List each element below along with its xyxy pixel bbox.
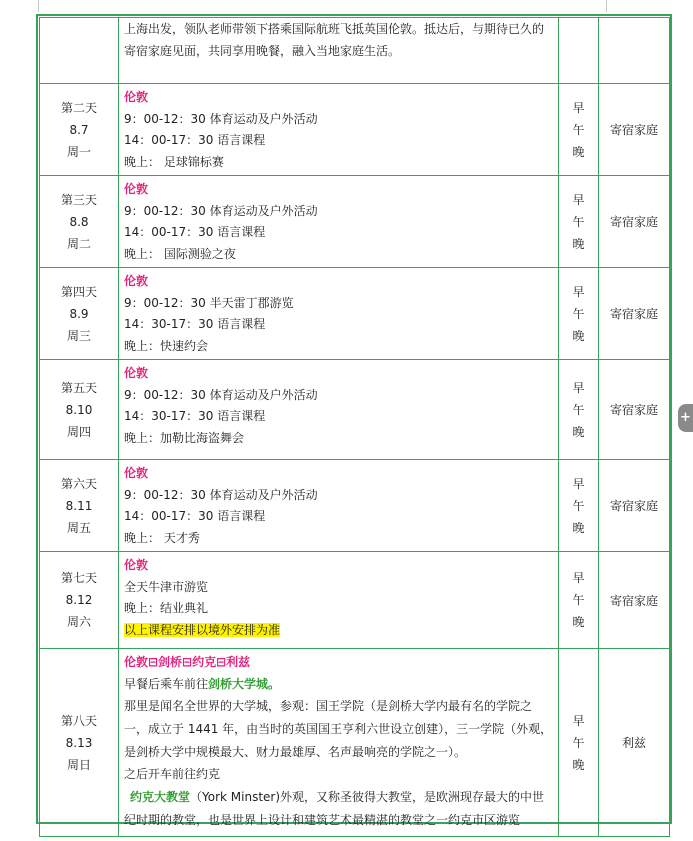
stay-label: 寄宿家庭 bbox=[609, 215, 658, 229]
location-label: 伦敦 bbox=[124, 466, 149, 480]
content-cell bbox=[119, 360, 559, 460]
content-cell bbox=[119, 176, 559, 268]
weekday-label: 周五 bbox=[66, 520, 91, 535]
meal-label: 午 bbox=[572, 122, 585, 137]
meal-cell bbox=[559, 460, 599, 552]
stay-label: 寄宿家庭 bbox=[609, 307, 658, 321]
date-label: 8.11 bbox=[65, 498, 93, 513]
date-label: 8.7 bbox=[69, 122, 89, 137]
table-row bbox=[40, 649, 670, 837]
stay-label: 寄宿家庭 bbox=[609, 499, 658, 513]
cambridge-description: 那里是闻名全世界的大学城，参观：国王学院（是剑桥大学内最有名的学院之一，成立于 1441 年，由当时的英国国王亨利六世设立创建），三一学院（外观，是剑桥大学中规模最大、财力最雄厚、名声最响亮的学院之一）。 bbox=[124, 699, 553, 759]
meal-cell-empty bbox=[559, 18, 599, 84]
stay-cell bbox=[599, 460, 670, 552]
meal-label: 午 bbox=[572, 498, 585, 513]
plus-icon: + bbox=[680, 410, 691, 425]
meal-label: 午 bbox=[572, 402, 585, 417]
meal-label: 早 bbox=[572, 100, 585, 115]
location-label: 伦敦 bbox=[124, 366, 149, 380]
meal-label: 晚 bbox=[572, 757, 585, 772]
stay-cell-empty bbox=[599, 18, 670, 84]
schedule-line: 14：00-17：30 语言课程 bbox=[124, 133, 266, 147]
weekday-label: 周二 bbox=[66, 236, 91, 251]
meal-label: 晚 bbox=[572, 328, 585, 343]
day-label: 第六天 bbox=[60, 476, 97, 491]
day-cell bbox=[40, 84, 119, 176]
content-cell bbox=[119, 268, 559, 360]
stay-cell bbox=[599, 649, 670, 837]
meal-cell bbox=[559, 552, 599, 649]
york-minster-label: 约克大教堂 bbox=[130, 789, 191, 804]
expand-side-tab[interactable] bbox=[678, 404, 693, 432]
meal-cell bbox=[559, 268, 599, 360]
schedule-line: 9：00-12：30 体育运动及户外活动 bbox=[124, 387, 318, 402]
meal-cell bbox=[559, 649, 599, 837]
meal-label: 午 bbox=[572, 214, 585, 229]
meal-label: 晚 bbox=[572, 520, 585, 535]
content-cell bbox=[119, 649, 559, 837]
location-label: 伦敦 bbox=[124, 274, 149, 288]
line1-prefix: 早餐后乘车前往 bbox=[124, 676, 209, 691]
day-label: 第七天 bbox=[60, 571, 97, 585]
location-label: 伦敦 bbox=[124, 90, 149, 104]
stay-label: 寄宿家庭 bbox=[609, 593, 658, 608]
stay-cell bbox=[599, 360, 670, 460]
day-cell bbox=[40, 268, 119, 360]
date-label: 8.12 bbox=[65, 593, 93, 607]
meal-label: 晚 bbox=[572, 615, 585, 629]
meal-cell bbox=[559, 176, 599, 268]
stay-cell bbox=[599, 176, 670, 268]
meal-label: 早 bbox=[572, 713, 585, 728]
table-row bbox=[40, 268, 670, 360]
route-label: 伦敦⊟剑桥⊟约克⊟利兹 bbox=[124, 655, 251, 669]
date-label: 8.9 bbox=[69, 306, 89, 321]
stay-label: 寄宿家庭 bbox=[609, 123, 658, 137]
meal-label: 早 bbox=[572, 571, 585, 585]
table-row bbox=[40, 460, 670, 552]
weekday-label: 周一 bbox=[66, 144, 91, 159]
schedule-line: 14：30-17：30 语言课程 bbox=[124, 409, 266, 423]
meal-label: 早 bbox=[572, 476, 585, 491]
schedule-line: 9：00-12：30 体育运动及户外活动 bbox=[124, 203, 318, 218]
york-minster-description: （York Minster)外观，又称圣彼得大教堂，是欧洲现存最大的中世纪时期的教堂，也是世界上设计和建筑艺术最精湛的教堂之一约克市区游览 bbox=[124, 789, 545, 827]
table-row bbox=[40, 176, 670, 268]
itinerary-table bbox=[39, 17, 670, 837]
schedule-line: 全天牛津市游览 bbox=[124, 579, 209, 594]
date-label: 8.13 bbox=[65, 735, 93, 750]
schedule-line: 晚上：结业典礼 bbox=[124, 601, 209, 615]
page-top-ruler bbox=[0, 0, 693, 12]
meal-label: 早 bbox=[572, 284, 585, 299]
meal-label: 早 bbox=[572, 380, 585, 395]
schedule-line: 14：00-17：30 语言课程 bbox=[124, 509, 266, 523]
meal-label: 晚 bbox=[572, 144, 585, 159]
date-label: 8.10 bbox=[65, 402, 93, 417]
intro-text: 上海出发，领队老师带领下搭乘国际航班飞抵英国伦敦。抵达后，与期待已久的寄宿家庭见面，共同享用晚餐，融入当地家庭生活。 bbox=[124, 22, 545, 58]
day-label: 第八天 bbox=[60, 713, 97, 728]
weekday-label: 周三 bbox=[66, 328, 91, 343]
meal-label: 午 bbox=[572, 306, 585, 321]
stay-cell bbox=[599, 268, 670, 360]
content-cell bbox=[119, 84, 559, 176]
meal-label: 午 bbox=[572, 593, 585, 607]
day-label: 第五天 bbox=[60, 380, 97, 395]
stay-cell bbox=[599, 84, 670, 176]
cambridge-label: 剑桥大学城。 bbox=[208, 676, 281, 691]
table-row bbox=[40, 552, 670, 649]
table-row bbox=[40, 360, 670, 460]
day-cell bbox=[40, 552, 119, 649]
schedule-line: 9：00-12：30 半天雷丁郡游览 bbox=[124, 295, 294, 310]
schedule-line: 9：00-12：30 体育运动及户外活动 bbox=[124, 111, 318, 126]
schedule-line: 14：30-17：30 语言课程 bbox=[124, 317, 266, 331]
stay-cell bbox=[599, 552, 670, 649]
stay-label: 寄宿家庭 bbox=[609, 403, 658, 417]
to-york-line: 之后开车前往约克 bbox=[124, 767, 221, 781]
note-highlight: 以上课程安排以境外安排为准 bbox=[124, 622, 281, 637]
day-cell-empty bbox=[40, 18, 119, 84]
meal-cell bbox=[559, 84, 599, 176]
meal-label: 早 bbox=[572, 192, 585, 207]
meal-cell bbox=[559, 360, 599, 460]
content-cell bbox=[119, 552, 559, 649]
weekday-label: 周六 bbox=[66, 615, 91, 629]
schedule-line: 晚上： 天才秀 bbox=[124, 530, 200, 545]
table-row bbox=[40, 84, 670, 176]
table-row bbox=[40, 18, 670, 84]
stay-label: 利兹 bbox=[621, 736, 646, 750]
day-cell bbox=[40, 176, 119, 268]
day-cell bbox=[40, 460, 119, 552]
schedule-line: 晚上：快速约会 bbox=[124, 338, 209, 353]
meal-label: 晚 bbox=[572, 236, 585, 251]
content-cell bbox=[119, 460, 559, 552]
schedule-line: 晚上：加勒比海盗舞会 bbox=[124, 430, 245, 445]
schedule-line: 晚上： 国际测验之夜 bbox=[124, 246, 236, 261]
day-cell bbox=[40, 649, 119, 837]
schedule-line: 9：00-12：30 体育运动及户外活动 bbox=[124, 487, 318, 502]
schedule-line: 晚上： 足球锦标赛 bbox=[124, 154, 224, 169]
weekday-label: 周日 bbox=[66, 757, 91, 772]
meal-label: 晚 bbox=[572, 424, 585, 439]
day-label: 第四天 bbox=[60, 284, 97, 299]
schedule-line: 14：00-17：30 语言课程 bbox=[124, 225, 266, 239]
date-label: 8.8 bbox=[69, 214, 89, 229]
content-cell bbox=[119, 18, 559, 84]
day-label: 第二天 bbox=[60, 100, 97, 115]
day-cell bbox=[40, 360, 119, 460]
location-label: 伦敦 bbox=[124, 182, 149, 196]
meal-label: 午 bbox=[572, 735, 585, 750]
day-label: 第三天 bbox=[60, 192, 97, 207]
location-label: 伦敦 bbox=[124, 558, 149, 572]
weekday-label: 周四 bbox=[66, 424, 91, 439]
